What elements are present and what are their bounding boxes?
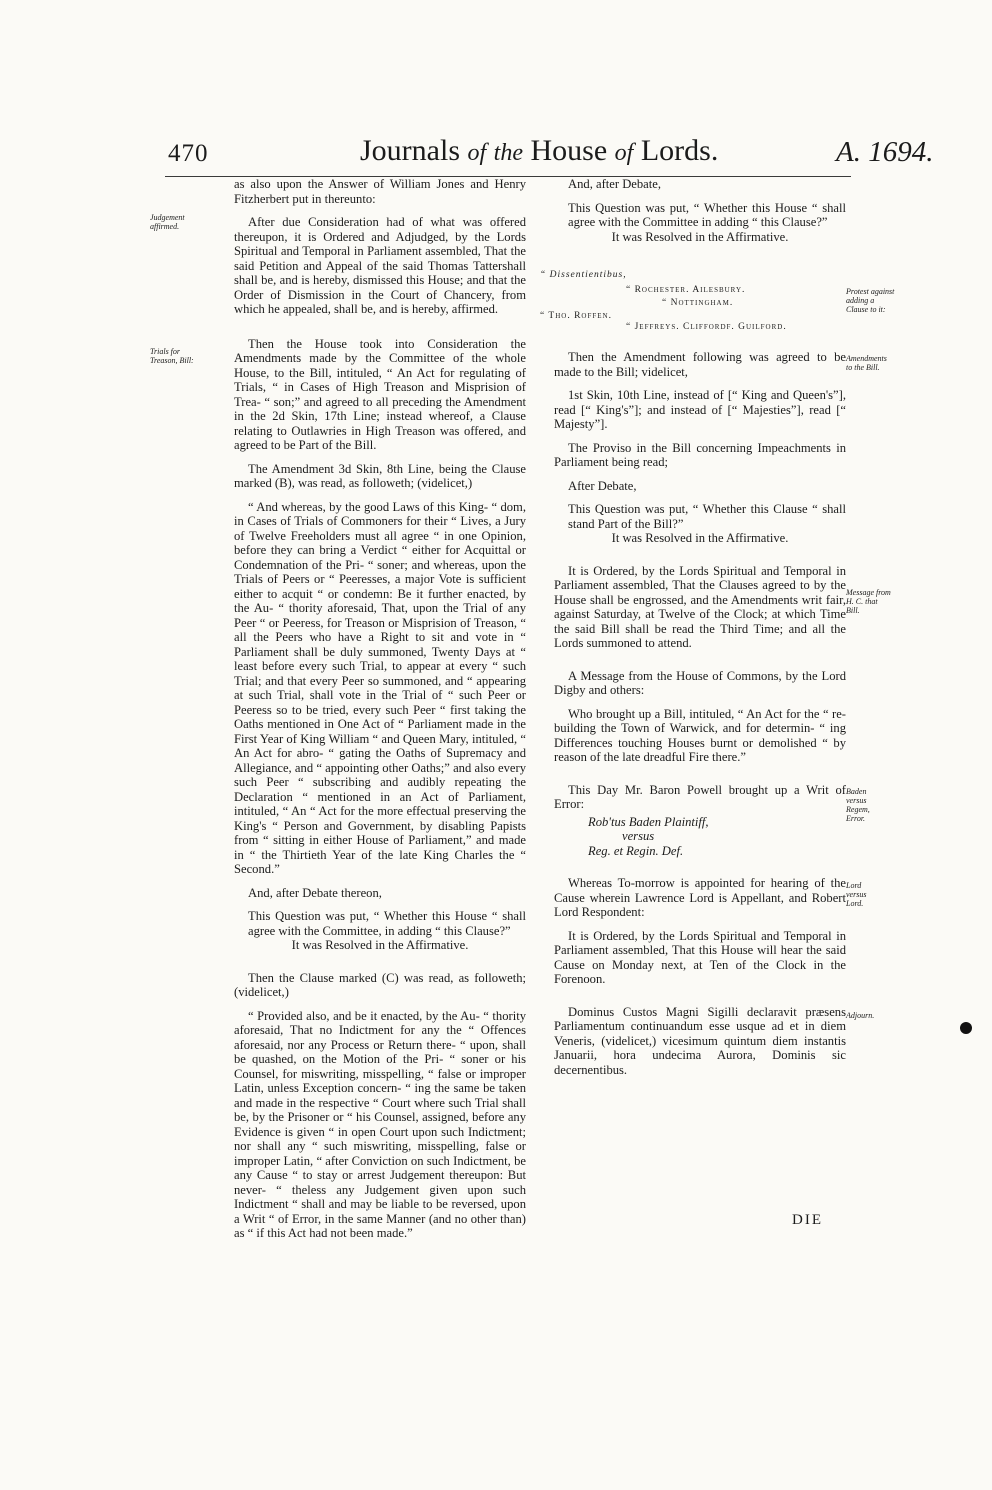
margin-text: Error.: [846, 814, 866, 823]
right-column: [554, 177, 846, 260]
paragraph-clause-b: The Amendment 3d Skin, 8th Line, being the Clause marked (B), was read, as followeth; (videlicet,): [234, 461, 526, 490]
dissent-line-3: “ Tho. Roffen.: [540, 311, 612, 321]
title-lords: Lords.: [640, 134, 719, 167]
page-year: A. 1694.: [836, 136, 934, 168]
resolution-clause: It was Resolved in the Affirmative.: [611, 229, 789, 244]
paragraph-lord-cause: Whereas To-morrow is appointed for hearing of the Cause wherein Lawrence Lord is Appellant, and Robert Lord Respondent:: [554, 876, 846, 919]
paragraph-answer: as also upon the Answer of William Jones and Henry Fitzherbert put in thereunto:: [234, 177, 526, 206]
paragraph-after-debate: And, after Debate,: [568, 177, 662, 191]
dissent-line-2: “ Nottingham.: [662, 298, 734, 308]
paragraph-amendments: Then the House took into Consideration the Amendments made by the Committee of the whole House, to the Bill, intituled, “ An Act for regulating of Trials, “ in Cases of High Treason and Misprision of Trea- “ son;” and agreed to all preceding the Amendment in the 2d Skin, 17th Line; instead whereof, a Clause relating to Outlawries in High Treason was offered, and agreed to be Part of the Bill.: [234, 336, 526, 452]
right-column-lower: [554, 350, 846, 1086]
margin-text: Bill.: [846, 606, 860, 615]
margin-text: adding a: [846, 296, 875, 305]
margin-note-baden: [846, 787, 908, 823]
title-the: the: [493, 140, 523, 166]
margin-text: to the Bill.: [846, 363, 880, 372]
dissent-label: “ Dissentientibus,: [540, 270, 627, 280]
paragraph-proviso: The Proviso in the Bill concerning Impeachments in Parliament being read;: [554, 440, 846, 469]
margin-note-adjourn: [846, 1011, 908, 1020]
writ-parties: [554, 815, 846, 859]
paragraph-writ-of-error: This Day Mr. Baron Powell brought up a Writ of Error:: [554, 782, 846, 811]
quote-clause-b: “ And whereas, by the good Laws of this King- “ dom, in Cases of Trials of Commoners for their “ Lives, a Jury of Twelve Freeholders must all agree “ in one Opinion, before they can bring a Verdict “ either for Acquittal or Condemnation of the Pri- “ soner; and whereas, upon the Trials of Peers or “ Peeresses, a major Vote is sufficient either to acquit “ or condemn: Be it further enacted, by the Au- “ thority aforesaid, That, upon the Trial of any Peer “ or Peeress, for Treason or Misprision of Treason, “ all the Peers who have a Right to sit and vote in “ Parliament shall be duly summoned, Twenty Days at “ least before every such Trial, to appear at every “ such Trial; and that every Peer so summoned, and “ appearing at such Trial, shall vote in the Trial of “ such Peer or Peeress so to be tried, every such Peer “ first taking the Oaths mentioned in One Act of “ Parliament made in the First Year of King William “ and Queen Mary, intituled, “ An Act for abro- “ gating the Oaths of Supremacy and Allegiance, and “ appointing other Oaths;” and also every such Peer “ subscribing and audibly repeating the Declaration “ mentioned in an Act of Parliament, intituled, “ An “ Act for the more effectual preserving the King's “ Person and Government, by disabling Papists from “ sitting in either House of Parliament,” and made in “ the Thirtieth Year of the late King Charles the “ Second.”: [234, 499, 526, 876]
margin-text: Judgement: [150, 213, 185, 222]
resolution-clause-b: It was Resolved in the Affirmative.: [291, 938, 469, 952]
paragraph-ordered-hearing: It is Ordered, by the Lords Spiritual and Temporal in Parliament assembled, That this House will hear the said Cause on Monday next, at Ten of the Clock in the Forenoon.: [554, 928, 846, 986]
catchword: DIE: [792, 1212, 823, 1228]
margin-text: versus: [846, 796, 867, 805]
question-clause-b: This Question was put, “ Whether this House “ shall agree with the Committee, in adding “ this Clause?”: [248, 909, 526, 938]
page-number: 470: [168, 140, 209, 167]
writ-versus: versus: [622, 829, 655, 843]
paragraph-message: A Message from the House of Commons, by the Lord Digby and others:: [554, 668, 846, 697]
margin-note-amendments: [846, 354, 908, 372]
title-of-2: of: [614, 140, 634, 166]
writ-defendant: Reg. et Regin. Def.: [588, 843, 684, 858]
writ-plaintiff: Rob'tus Baden Plaintiff,: [588, 814, 709, 829]
margin-text: Amendments: [846, 354, 887, 363]
margin-note-lord: [846, 881, 908, 908]
paragraph-after-debate-2: After Debate,: [568, 478, 637, 493]
margin-text: affirmed.: [150, 222, 180, 231]
margin-text: Regem,: [846, 805, 870, 814]
quote-clause-c: “ Provided also, and be it enacted, by the Au- “ thority aforesaid, That no Indictment for any the “ Offences aforesaid, nor any Process or Return there- “ upon, shall be quashed, on the Motion of the Pri- “ soner or his Counsel, for miswriting, misspelling, “ false or improper Latin, unless Exception concern- “ ing the same be taken and made in the respective “ Court where such Trial shall be, by the Prisoner or “ his Counsel, assigned, before any Evidence is given “ in open Court upon such Indictment; nor shall any “ such miswriting, misspelling, false or improper Latin, “ after Conviction on such Indictment, be any Cause “ to stay or arrest Judgement thereupon: But never- “ theless any Judgement given upon such Indictment “ shall and may be liable to be reversed, upon a Writ “ of Error, in the same Manner (and no other than) as “ if this Act had not been made.”: [234, 1008, 526, 1240]
margin-text: Lord.: [846, 899, 864, 908]
paragraph-skin: 1st Skin, 10th Line, instead of [“ King and Queen's”], read [“ King's”]; and instead of [“ Majesties”], read [“ Majesty”].: [554, 388, 846, 431]
margin-note-protest: [846, 287, 908, 314]
title-journals: Journals: [360, 134, 460, 167]
margin-note-trials: [150, 347, 230, 365]
margin-text: Clause to it:: [846, 305, 886, 314]
margin-text: Protest against: [846, 287, 895, 296]
margin-text: Message from: [846, 588, 891, 597]
question-clause: This Question was put, “ Whether this House “ shall agree with the Committee in adding “ this Clause?”: [568, 200, 846, 229]
paragraph-judgement: After due Consideration had of what was offered thereupon, it is Ordered and Adjudged, by the Lords Spiritual and Temporal in Parliament assembled, That the said Petition and Appeal of the said Thomas Tattershall shall be, and is hereby, dismissed this House; and that the Order of Dismission in the Court of Chancery, from which he appealed, shall be, and is hereby, affirmed.: [234, 215, 526, 316]
title-house: House: [530, 134, 608, 167]
margin-note-message: [846, 588, 908, 615]
paragraph-warwick-bill: Who brought up a Bill, intituled, “ An Act for the “ re-building the Town of Warwick, and for determin- “ ing Differences touching Houses burnt or demolished “ by reason of the late dreadful Fire there.”: [554, 706, 846, 764]
ink-spot: [960, 1022, 972, 1034]
question-proviso: This Question was put, “ Whether this Clause “ shall stand Part of the Bill?”: [568, 502, 846, 531]
paragraph-amendment-agreed: Then the Amendment following was agreed to be made to the Bill; videlicet,: [554, 350, 846, 379]
margin-text: versus: [846, 890, 867, 899]
paragraph-debate: And, after Debate thereon,: [248, 885, 382, 900]
margin-text: Baden: [846, 787, 867, 796]
page-title: [360, 134, 718, 168]
title-of: of: [467, 140, 487, 166]
left-column: [234, 177, 526, 1250]
dissent-line-1: “ Rochester. Ailesbury.: [626, 285, 746, 295]
margin-text: H. C. that: [846, 597, 878, 606]
margin-text: Lord: [846, 881, 862, 890]
margin-note-judgement: [150, 213, 230, 231]
margin-text: Trials for: [150, 347, 181, 356]
margin-text: Treason, Bill:: [150, 356, 194, 365]
paragraph-clause-c: Then the Clause marked (C) was read, as followeth; (videlicet,): [234, 970, 526, 999]
paragraph-adjournment: Dominus Custos Magni Sigilli declaravit præsens Parliamentum continuandum esse usque ad et in diem Veneris, (videlicet,) vicesimum quintum diem instantis Januarii, hora undecima Aurora, Dominis sic decernentibus.: [554, 1004, 846, 1077]
resolution-proviso: It was Resolved in the Affirmative.: [611, 531, 789, 545]
dissent-line-4: “ Jeffreys. Cliffordf. Guilford.: [626, 322, 787, 332]
paragraph-ordered-engrossed: It is Ordered, by the Lords Spiritual and Temporal in Parliament assembled, That the Clauses agreed to by the House shall be engrossed, and the Amendments writ fair, against Saturday, at Twelve of the Clock; at which Time the said Bill shall be read the Third Time; and all the Lords summoned to attend.: [554, 563, 846, 650]
margin-text: Adjourn.: [846, 1011, 875, 1020]
